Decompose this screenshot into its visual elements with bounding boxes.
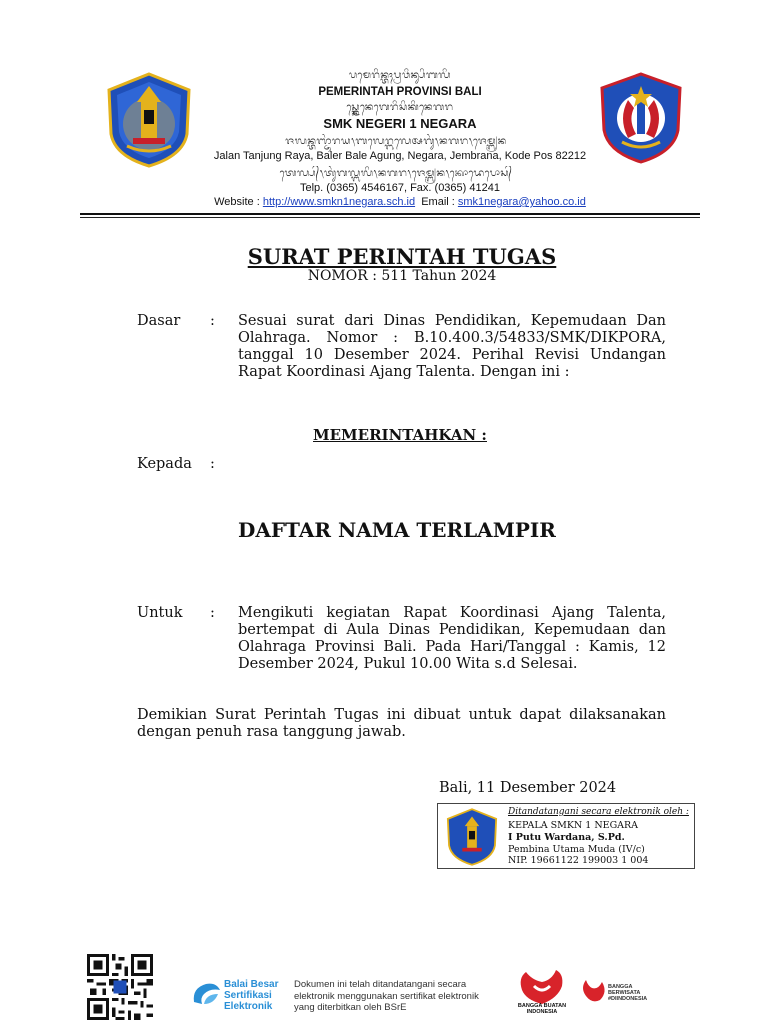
bsre-logo-icon <box>190 980 222 1008</box>
balinese-script-line-4: ᬢᬾᬮ᭄ᬧ᭄᭞ᬢᬸᬂᬕᬮ᭄ᬩᬮᬶ᭞ᬦᬕᬭ᭞ᬚᬾᬫ᭄ᬩ᭄ᬭᬦ᭞ᬓᭀᬤᬾᬧᭀᬲ᭄ <box>279 168 513 179</box>
e-signature-box <box>437 803 695 869</box>
balinese-script-line-2: ᬲ᭄ᬫ᭄ᬓᬾᬦᬾᬕᬾᬭᬶᬲᬶᬓᬶᬦᬾᬕᬭ <box>346 102 454 113</box>
untuk-colon: : <box>210 605 215 621</box>
bali-province-emblem <box>103 72 195 168</box>
signer-name: I Putu Wardana, S.Pd. <box>508 832 625 843</box>
untuk-label: Untuk <box>137 605 183 621</box>
place-date: Bali, 11 Desember 2024 <box>439 780 617 796</box>
email-label: Email : <box>415 196 458 208</box>
balinese-script-line-3: ᬚᬮᬦ᭄ᬢᬜ᭄ᬚᬸᬂᬭᬬ᭞ᬩᬮᬾᬭ᭄ᬩᬮᬾᬅᬕᬸᬂ᭞ᬦᬕᬭ᭞ᬚᬾᬫ᭄ᬩ᭄ᬭᬦ <box>285 136 507 147</box>
signer-position: KEPALA SMKN 1 NEGARA <box>508 820 639 831</box>
bsre-line-1: Balai Besar <box>224 979 279 990</box>
kepada-label: Kepada <box>137 456 192 472</box>
dasar-colon: : <box>210 313 215 329</box>
smk-school-emblem <box>598 72 684 164</box>
email-link[interactable]: smk1negara@yahoo.co.id <box>457 196 586 208</box>
qr-code <box>87 954 153 1020</box>
letter-number: NOMOR : 511 Tahun 2024 <box>307 268 497 284</box>
school-name: SMK NEGERI 1 NEGARA <box>323 116 477 131</box>
bsre-name <box>224 979 278 1012</box>
notice-line-2: elektronik menggunakan sertifikat elektronik <box>294 990 479 1002</box>
contact-line <box>180 196 620 208</box>
website-label: Website : <box>214 196 263 208</box>
dasar-text: Sesuai surat dari Dinas Pendidikan, Kepemudaan Dan Olahraga. Nomor : B.10.400.3/54833/SMK/DIKPORA, tanggal 10 Desember 2024. Perihal Revisi Undangan Rapat Koordinasi Ajang Talenta. Dengan ini : <box>238 313 666 380</box>
government-name: PEMERINTAH PROVINSI BALI <box>318 86 482 98</box>
names-heading: DAFTAR NAMA TERLAMPIR <box>238 518 556 542</box>
balinese-script-line-1: ᬧᬫᬾᬭᬶᬦ᭄ᬢᬄᬧ᭄ᬭᬯᬶᬦ᭄ᬲᬶᬩᬮᬶ <box>348 70 452 81</box>
phone-fax: Telp. (0365) 4546167, Fax. (0365) 41241 <box>300 182 500 194</box>
bangga-berwisata-text: BANGGA BERWISATA #DIINDONESIA <box>608 984 648 1002</box>
signer-rank: Pembina Utama Muda (IV/c) <box>508 844 645 855</box>
bangga-berwisata-logo <box>580 974 608 1006</box>
website-link[interactable]: http://www.smkn1negara.sch.id <box>262 196 416 208</box>
letter-title: SURAT PERINTAH TUGAS <box>247 244 557 269</box>
command-heading: MEMERINTAHKAN : <box>313 426 487 444</box>
signer-nip: NIP. 19661122 199003 1 004 <box>508 855 649 866</box>
kepada-colon: : <box>210 456 215 472</box>
header-divider <box>80 213 700 215</box>
bangga-buatan-indonesia-text: BANGGA BUATAN INDONESIA <box>517 1003 567 1015</box>
notice-line-3: yang diterbitkan oleh BSrE <box>294 1002 407 1013</box>
untuk-text: Mengikuti kegiatan Rapat Koordinasi Ajang Talenta, bertempat di Aula Dinas Pendidikan, Kepemudaan dan Olahraga Provinsi Bali. Pada Hari/Tanggal : Kamis, 12 Desember 2024, Pukul 10.00 Wita s.d Selesai. <box>238 605 666 672</box>
school-address: Jalan Tanjung Raya, Baler Bale Agung, Negara, Jembrana, Kode Pos 82212 <box>213 150 587 162</box>
esign-notice <box>294 979 479 1014</box>
closing-text: Demikian Surat Perintah Tugas ini dibuat untuk dapat dilaksanakan dengan penuh rasa tanggung jawab. <box>137 707 666 740</box>
signature-note: Ditandatangani secara elektronik oleh : <box>508 807 689 817</box>
dasar-label: Dasar <box>137 313 181 329</box>
header-divider-thin <box>80 217 700 218</box>
signature-emblem <box>444 808 500 866</box>
notice-line-1: Dokumen ini telah ditandatangani secara <box>294 979 467 990</box>
bsre-line-2: Sertifikasi <box>224 990 272 1001</box>
bsre-line-3: Elektronik <box>224 1001 273 1012</box>
